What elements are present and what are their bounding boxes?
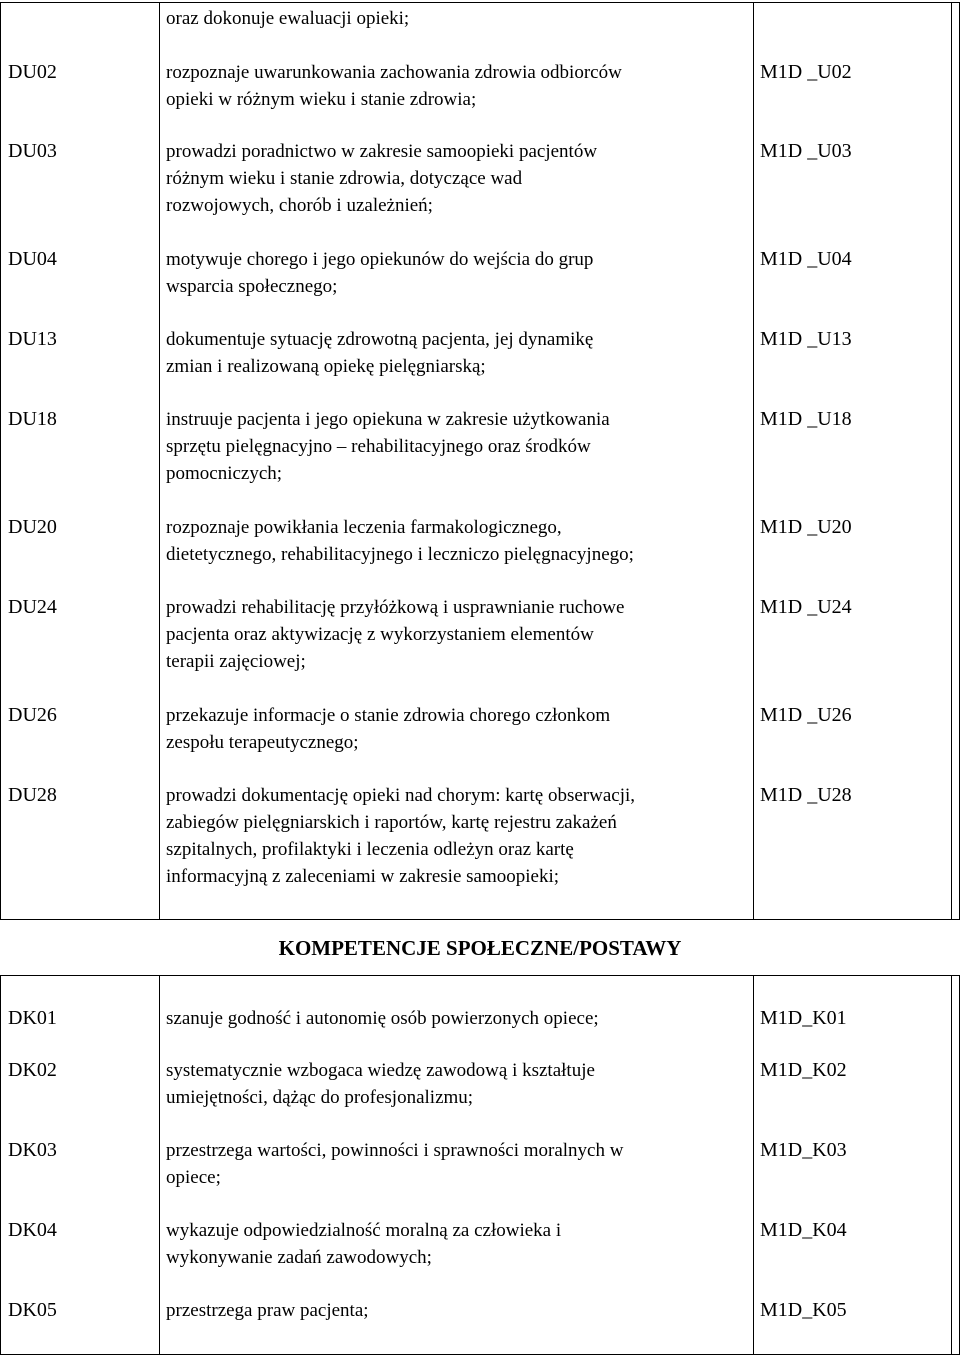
skill-row-effect-code: M1D _U26	[760, 704, 852, 726]
skill-row-description	[166, 406, 610, 487]
skill-row-description	[166, 138, 597, 219]
description-line: przestrzega praw pacjenta;	[166, 1300, 369, 1321]
competence-row-code: DK02	[8, 1059, 57, 1081]
description-line: informacyjną z zaleceniami w zakresie samoopieki;	[166, 866, 560, 887]
column-divider	[753, 3, 754, 919]
competence-row-code: DK05	[8, 1299, 57, 1321]
competence-row-description	[166, 1217, 561, 1271]
description-line: umiejętności, dążąc do profesjonalizmu;	[166, 1087, 474, 1108]
description-line: zabiegów pielęgniarskich i raportów, kartę rejestru zakażeń	[166, 812, 617, 833]
competence-row-description	[166, 1137, 623, 1191]
competence-row-effect-code: M1D_K03	[760, 1139, 847, 1161]
description-line: rozwojowych, chorób i uzależnień;	[166, 195, 433, 216]
skill-row-description	[166, 782, 635, 890]
skill-row-effect-code: M1D _U02	[760, 61, 852, 83]
description-line: zmian i realizowaną opiekę pielęgniarską;	[166, 356, 486, 377]
skills-intro-tail: oraz dokonuje ewaluacji opieki;	[166, 8, 410, 29]
description-line: pacjenta oraz aktywizację z wykorzystaniem elementów	[166, 624, 594, 645]
description-line: wsparcia społecznego;	[166, 276, 338, 297]
description-line: przekazuje informacje o stanie zdrowia chorego członkom	[166, 705, 611, 726]
description-line: prowadzi poradnictwo w zakresie samoopieki pacjentów	[166, 141, 598, 162]
competence-row-code: DK01	[8, 1007, 57, 1029]
column-divider	[951, 3, 952, 919]
competence-row-description	[166, 1297, 369, 1324]
skill-row-code: DU04	[8, 248, 57, 270]
skill-row-code: DU03	[8, 140, 57, 162]
competence-row-code: DK04	[8, 1219, 57, 1241]
competence-row-description	[166, 1005, 599, 1032]
description-line: szpitalnych, profilaktyki i leczenia odleżyn oraz kartę	[166, 839, 574, 860]
skill-row-description	[166, 59, 622, 113]
skill-row-effect-code: M1D _U28	[760, 784, 852, 806]
competence-row-effect-code: M1D_K04	[760, 1219, 847, 1241]
skill-row-effect-code: M1D _U13	[760, 328, 852, 350]
skill-row-code: DU28	[8, 784, 57, 806]
column-divider	[753, 976, 754, 1354]
skill-row-description	[166, 702, 610, 756]
description-line: różnym wieku i stanie zdrowia, dotyczące wad	[166, 168, 523, 189]
skill-row-description	[166, 326, 593, 380]
skill-row-code: DU18	[8, 408, 57, 430]
description-line: szanuje godność i autonomię osób powierzonych opiece;	[166, 1008, 599, 1029]
skill-row-effect-code: M1D _U24	[760, 596, 852, 618]
description-line: opieki w różnym wieku i stanie zdrowia;	[166, 89, 477, 110]
description-line: instruuje pacjenta i jego opiekuna w zakresie użytkowania	[166, 409, 610, 430]
description-line: rozpoznaje powikłania leczenia farmakologicznego,	[166, 517, 562, 538]
description-line: rozpoznaje uwarunkowania zachowania zdrowia odbiorców	[166, 62, 622, 83]
section-title-competences: KOMPETENCJE SPOŁECZNE/POSTAWY	[278, 936, 682, 960]
competence-row-effect-code: M1D_K01	[760, 1007, 847, 1029]
competence-row-effect-code: M1D_K05	[760, 1299, 847, 1321]
skill-row-description	[166, 246, 593, 300]
description-line: wykonywanie zadań zawodowych;	[166, 1247, 432, 1268]
description-line: wykazuje odpowiedzialność moralną za człowieka i	[166, 1220, 562, 1241]
column-divider	[159, 976, 160, 1354]
skill-row-code: DU20	[8, 516, 57, 538]
description-line: dietetycznego, rehabilitacyjnego i leczniczo pielęgnacyjnego;	[166, 544, 634, 565]
description-line: opiece;	[166, 1167, 221, 1188]
skill-row-code: DU26	[8, 704, 57, 726]
description-line: sprzętu pielęgnacyjno – rehabilitacyjnego oraz środków	[166, 436, 591, 457]
column-divider	[159, 3, 160, 919]
skill-row-effect-code: M1D _U18	[760, 408, 852, 430]
skill-row-effect-code: M1D _U03	[760, 140, 852, 162]
description-line: pomocniczych;	[166, 463, 283, 484]
description-line: dokumentuje sytuację zdrowotną pacjenta, jej dynamikę	[166, 329, 594, 350]
description-line: systematycznie wzbogaca wiedzę zawodową i kształtuje	[166, 1060, 595, 1081]
skill-row-code: DU24	[8, 596, 57, 618]
competence-row-code: DK03	[8, 1139, 57, 1161]
column-divider	[951, 976, 952, 1354]
skill-row-code: DU13	[8, 328, 57, 350]
competence-row-description	[166, 1057, 595, 1111]
description-line: prowadzi rehabilitację przyłóżkową i usprawnianie ruchowe	[166, 597, 625, 618]
skill-row-code: DU02	[8, 61, 57, 83]
description-line: zespołu terapeutycznego;	[166, 732, 359, 753]
description-line: przestrzega wartości, powinności i sprawności moralnych w	[166, 1140, 624, 1161]
skill-row-description	[166, 594, 624, 675]
description-line: motywuje chorego i jego opiekunów do wejścia do grup	[166, 249, 594, 270]
competence-row-effect-code: M1D_K02	[760, 1059, 847, 1081]
description-line: prowadzi dokumentację opieki nad chorym: kartę obserwacji,	[166, 785, 636, 806]
skill-row-description	[166, 514, 634, 568]
skill-row-effect-code: M1D _U20	[760, 516, 852, 538]
description-line: terapii zajęciowej;	[166, 651, 306, 672]
skill-row-effect-code: M1D _U04	[760, 248, 852, 270]
